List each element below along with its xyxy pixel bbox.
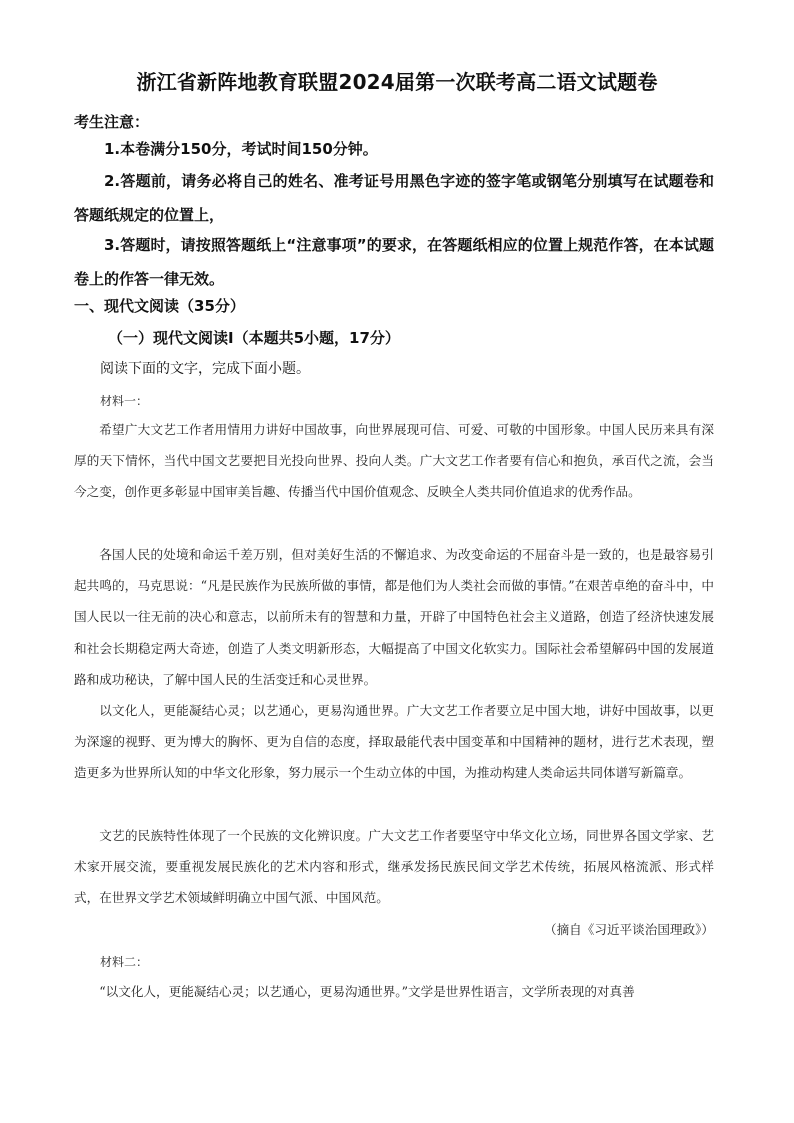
exam-title: 浙江省新阵地教育联盟2024届第一次联考高二语文试题卷	[136, 70, 658, 94]
material-1-paragraph: 希望广大文艺工作者用情用力讲好中国故事，向世界展现可信、可爱、可敬的中国形象。中国人民历来具有深厚的天下情怀，当代中国文艺要把目光投向世界、投向人类。广大文艺工作者要有信心和抱负，承百代之流，会当今之变，创作更多彰显中国审美旨趣、传播当代中国价值观念、反映全人类共同价值追求的优秀作品。	[74, 422, 714, 500]
section-heading: 一、现代文阅读（35分）	[74, 297, 245, 315]
notice-item-3: 3.答题时，请按照答题纸上“注意事项”的要求，在答题纸相应的位置上规范作答，在本试题卷上的作答一律无效。	[74, 236, 714, 288]
notice-heading: 考生注意：	[74, 113, 150, 131]
notice-item-2: 2.答题前，请务必将自己的姓名、准考证号用黑色字迹的签字笔或钢笔分别填写在试题卷和答题纸规定的位置上，	[74, 172, 714, 224]
material-1-source: （摘自《习近平谈治国理政》）	[543, 922, 714, 937]
subsection-heading: （一）现代文阅读Ⅰ（本题共5小题，17分）	[108, 329, 400, 347]
material-2-label: 材料二：	[100, 955, 149, 969]
material-1-paragraph: 以文化人，更能凝结心灵；以艺通心，更易沟通世界。广大文艺工作者要立足中国大地，讲好中国故事，以更为深邃的视野、更为博大的胸怀、更为自信的态度，择取最能代表中国变革和中国精神的题材，进行艺术表现，塑造更多为世界所认知的中华文化形象，努力展示一个生动立体的中国，为推动构建人类命运共同体谱写新篇章。	[74, 703, 714, 781]
material-1-paragraph: 文艺的民族特性体现了一个民族的文化辨识度。广大文艺工作者要坚守中华文化立场，同世界各国文学家、艺术家开展交流，要重视发展民族化的艺术内容和形式，继承发扬民族民间文学艺术传统，拓展风格流派、形式样式，在世界文学艺术领域鲜明确立中国气派、中国风范。	[74, 828, 714, 906]
material-2-paragraph: “以文化人，更能凝结心灵；以艺通心，更易沟通世界。”文学是世界性语言，文学所表现的对真善	[99, 984, 635, 999]
reading-instruction: 阅读下面的文字，完成下面小题。	[100, 361, 310, 377]
material-1-paragraph: 各国人民的处境和命运千差万别，但对美好生活的不懈追求、为改变命运的不屈奋斗是一致的，也是最容易引起共鸣的，马克思说：“凡是民族作为民族所做的事情，都是他们为人类社会而做的事情。”在艰苦卓绝的奋斗中，中国人民以一往无前的决心和意志，以前所未有的智慧和力量，开辟了中国特色社会主义道路，创造了经济快速发展和社会长期稳定两大奇迹，创造了人类文明新形态，大幅提高了中国文化软实力。国际社会希望解码中国的发展道路和成功秘诀，了解中国人民的生活变迁和心灵世界。	[74, 547, 714, 687]
material-1-label: 材料一：	[100, 394, 149, 408]
notice-item-1: 1.本卷满分150分，考试时间150分钟。	[104, 140, 378, 158]
